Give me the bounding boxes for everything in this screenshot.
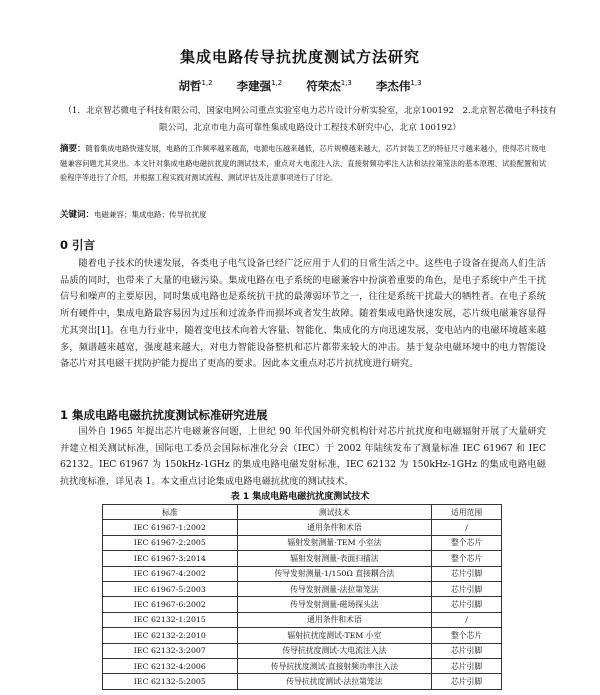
- table-row: [103, 612, 502, 627]
- author: 李建强$^{1,2}$: [236, 79, 283, 93]
- section-1-text: 国外自 1965 年提出芯片电磁兼容问题，上世纪 90 年代国外研究机构针对芯片抗扰度和电磁辐射开展了大量研究并建立相关测试标准，国际电工委员会国际标准化分会（IEC）于 2002 年陆续发布了测量标准 IEC 61967 和 IEC 62132。IEC 61967 为 150kHz-1GHz 的集成电路电磁发射标准，IEC 62132 为 150kHz-1GHz 的集成电路电磁抗扰度标准，详见表 1。本文重点讨论集成电路电磁抗扰度的测试技术。: [60, 426, 546, 488]
- table-row: [103, 643, 502, 658]
- paper-title: 集成电路传导抗扰度测试方法研究: [179, 48, 420, 66]
- table-cell: IEC 61967-1:2002: [103, 520, 238, 535]
- keywords: [60, 208, 546, 220]
- table-row: [103, 566, 502, 581]
- table-cell: 芯片引脚: [432, 597, 502, 612]
- table-cell: IEC 61967-2:2005: [103, 535, 238, 550]
- section-intro-text: 随着电子技术的快速发展，各类电子电气设备已经广泛应用于人们的日常生活之中。这些电子设备在提高人们生活品质的同时，也带来了大量的电磁污染。集成电路在电子系统的电磁兼容中扮演着重要的角色，是电子系统中产生干扰信号和噪声的主要原因，同时集成电路也是系统抗干扰的最薄弱环节之一，往往是系统干扰最大的牺牲者。在电子系统所有硬件中，集成电路最容易因为过压和过流条件而损坏或者发生故障。随着集成电路快速发展，芯片级电磁兼容显得尤其突出[1]。在电力行业中，随着变电技术向着大容量、智能化、集成化的方向迅速发展，变电站内的电磁环境越来越多，频谱越来越宽，强度越来越大，对电力智能设备整机和芯片都带来较大的冲击。基于复杂电磁环境中的电力智能设备芯片对其电磁干扰防护能力提出了更高的要求。因此本文重点对芯片抗扰度进行研究。: [60, 258, 546, 370]
- table-cell: IEC 62132-5:2005: [103, 674, 238, 689]
- table-cell: 辐射发射测量-TEM 小室法: [237, 535, 432, 550]
- section-heading-intro: 0 引言: [60, 238, 96, 252]
- author: 胡哲$^{1,2}$: [178, 79, 213, 93]
- table-row: [103, 597, 502, 612]
- table-cell: 整个芯片: [432, 535, 502, 550]
- table-cell: 芯片引脚: [432, 674, 502, 689]
- abstract-text: 随着集成电路快速发展，电路的工作频率越来越高，电源电压越来越低，芯片规模越来越大，芯片封装工艺的特征尺寸越来越小，使得芯片级电磁兼容问题尤其突出。本文针对集成电路电磁抗扰度的测试技术，重点对大电流注入法、直接射频功率注入法和法拉第笼法的基本原理、试验配置和试验程序等进行了介绍，并根据工程实践对测试流程、测试评估及注意事项进行了讨论。: [60, 144, 546, 182]
- table-cell: 通用条件和术语: [237, 520, 432, 535]
- table-row: [103, 658, 502, 673]
- table-cell: 传导发射测量-1/150Ω 直接耦合法: [237, 566, 432, 581]
- table-cell: 传导发射测量-法拉第笼法: [237, 581, 432, 596]
- table-cell: 传导抗扰度测试-法拉第笼法: [237, 674, 432, 689]
- keywords-label: 关键词：: [60, 210, 95, 220]
- table-cell: 辐射发射测量-表面扫描法: [237, 551, 432, 566]
- table-cell: 传导发射测量-磁场探头法: [237, 597, 432, 612]
- table-cell: IEC 62132-3:2007: [103, 643, 238, 658]
- keywords-text: 电磁兼容；集成电路；传导抗扰度: [94, 210, 207, 219]
- table-cell: IEC 61967-6:2002: [103, 597, 238, 612]
- table-cell: /: [432, 520, 502, 535]
- abstract: [60, 142, 546, 186]
- section-heading-1: 1 集成电路电磁抗扰度测试标准研究进展: [60, 408, 268, 422]
- author-list: [0, 78, 600, 94]
- table-cell: 传导抗扰度测试-直接射频功率注入法: [237, 658, 432, 673]
- table-cell: 通用条件和术语: [237, 612, 432, 627]
- table-header-cell: 适用范围: [432, 505, 502, 520]
- table-cell: /: [432, 612, 502, 627]
- standards-table: [102, 504, 502, 690]
- table-cell: 芯片引脚: [432, 658, 502, 673]
- affiliation: （1．北京智芯微电子科技有限公司，国家电网公司重点实验室电力芯片设计分析实验室，北京100192 2.北京智芯微电子科技有限公司，北京市电力高可靠性集成电路设计工程技术研究中心，北京 100192）: [63, 106, 557, 133]
- table-caption: 表 1 集成电路电磁抗扰度测试技术: [230, 492, 370, 502]
- table-cell: IEC 62132-1:2015: [103, 612, 238, 627]
- table-row: [103, 674, 502, 689]
- table-cell: 传导抗扰度测试-大电流注入法: [237, 643, 432, 658]
- table-header-row: [103, 505, 502, 520]
- author: 李杰伟$^{1,3}$: [375, 79, 422, 93]
- table-header-cell: 测试技术: [237, 505, 432, 520]
- table-cell: 辐射抗扰度测试-TEM 小室: [237, 628, 432, 643]
- abstract-label: 摘要：: [60, 144, 86, 154]
- table-header-cell: 标准: [103, 505, 238, 520]
- table-cell: 整个芯片: [432, 628, 502, 643]
- table-row: [103, 581, 502, 596]
- table-cell: 整个芯片: [432, 551, 502, 566]
- table-cell: IEC 61967-3:2014: [103, 551, 238, 566]
- author: 符荣杰$^{1,3}$: [306, 79, 352, 93]
- table-row: [103, 551, 502, 566]
- table-cell: IEC 61967-4:2002: [103, 566, 238, 581]
- table-cell: 芯片引脚: [432, 643, 502, 658]
- table-cell: IEC 61967-5:2003: [103, 581, 238, 596]
- table-cell: 芯片引脚: [432, 581, 502, 596]
- table-row: [103, 628, 502, 643]
- table-cell: IEC 62132-2:2010: [103, 628, 238, 643]
- table-row: [103, 520, 502, 535]
- table-cell: IEC 62132-4:2006: [103, 658, 238, 673]
- table-row: [103, 535, 502, 550]
- table-cell: 芯片引脚: [432, 566, 502, 581]
